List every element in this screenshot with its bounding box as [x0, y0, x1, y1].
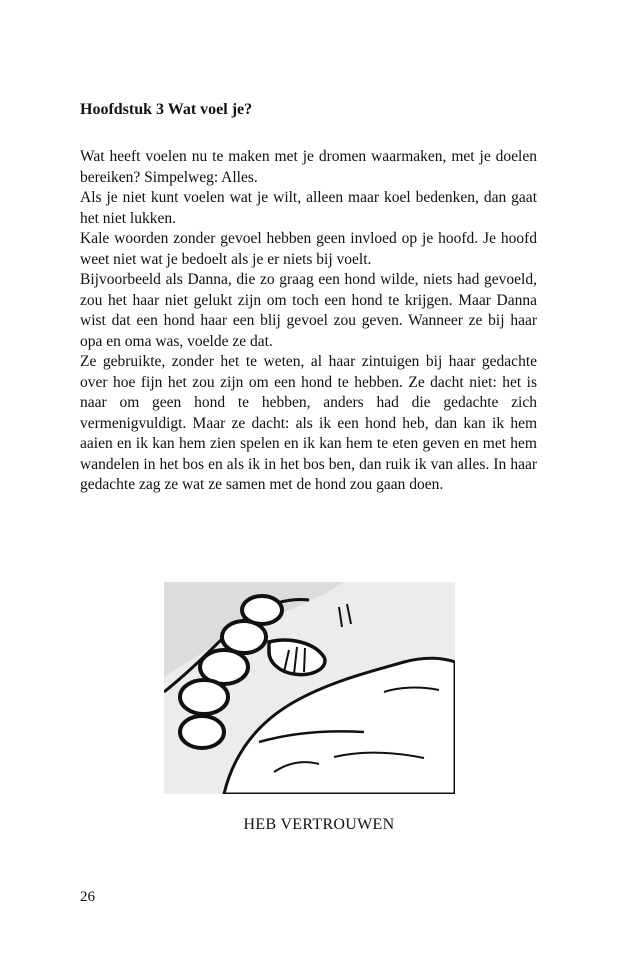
paragraph: Kale woorden zonder gevoel hebben geen invloed op je hoofd. Je hoofd weet niet wat je bedoelt als je er niets bij voelt. [80, 230, 537, 268]
paragraph: Wat heeft voelen nu te maken met je dromen waarmaken, met je doelen bereiken? Simpelweg: Alles. [80, 148, 537, 186]
paragraph: Als je niet kunt voelen wat je wilt, alleen maar koel bedenken, dan gaat het niet lukken. [80, 189, 537, 227]
paragraph: Ze gebruikte, zonder het te weten, al haar zintuigen bij haar gedachte over hoe fijn het zou zijn om een hond te hebben. Ze dacht niet: het is naar om geen hond te hebben, anders had die gedachte zich vermenigvuldigt. Maar ze dacht: als ik een hond heb, dan kan ik hem aaien en ik kan hem zien spelen en ik kan hem te eten geven en met hem wandelen in het bos en als ik in het bos ben, dan ruik ik van alles. In haar gedachte zag ze wat ze samen met de hond zou gaan doen. [80, 353, 537, 493]
paragraph: Bijvoorbeeld als Danna, die zo graag een hond wilde, niets had gevoeld, zou het haar niet gelukt zijn om toch een hond te krijgen. Maar Danna wist dat een hond haar een blij gevoel zou geven. Wanneer ze bij haar opa en oma was, voelde ze dat. [80, 271, 537, 350]
chapter-body [80, 147, 537, 496]
chapter-heading: Hoofdstuk 3 Wat voel je? [80, 101, 253, 118]
illustration-caption: HEB VERTROUWEN [243, 816, 395, 833]
hand-holding-hand-illustration [164, 582, 455, 794]
page-number: 26 [80, 889, 95, 905]
hands-drawing-icon [164, 582, 455, 794]
